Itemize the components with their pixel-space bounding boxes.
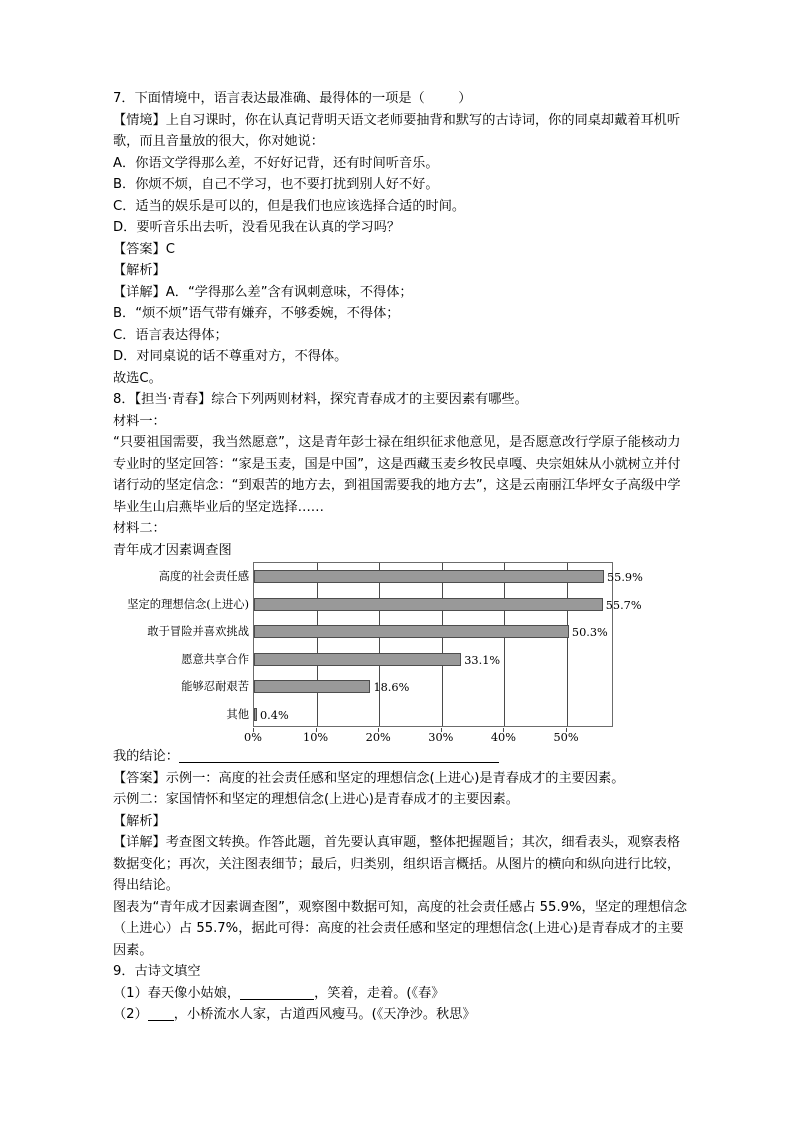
q7-scenario: 【情境】上自习课时，你在认真记背明天语文老师要抽背和默写的古诗词，你的同桌却戴着耳机听歌，而且音量放的很大，你对她说： xyxy=(113,112,681,149)
q7-option-b: B．你烦不烦，自己不学习，也不要打扰到别人好不好。 xyxy=(113,177,439,192)
chart-bar-value-label: 33.1% xyxy=(464,653,501,667)
youth-factors-bar-chart xyxy=(113,562,691,744)
q8-material1-label: 材料一： xyxy=(113,413,166,429)
q9-item-2 xyxy=(113,1004,691,1026)
chart-x-tick-label: 10% xyxy=(303,731,329,744)
q9-item-1 xyxy=(113,983,691,1005)
q8-conclusion-label: 我的结论： xyxy=(113,749,179,764)
q8-conclusion-blank[interactable] xyxy=(179,762,499,763)
q7-detail-a: 【详解】A．“学得那么差”含有讽刺意味，不得体； xyxy=(113,284,413,300)
chart-category-label: 坚定的理想信念(上进心) xyxy=(127,597,249,611)
q7-conclusion: 故选C。 xyxy=(113,370,162,386)
chart-x-tick-label: 40% xyxy=(490,731,516,744)
q8-stem: 8．【担当·青春】综合下列两则材料，探究青春成才的主要因素有哪些。 xyxy=(113,392,528,407)
q8-detail-1: 【详解】考查图文转换。作答此题，首先要认真审题，整体把握题旨；其次，细看表头，观察表格数据变化；再次，关注图表细节；最后，归类别，组织语言概括。从图片的横向和纵向进行比较，得出结论。 xyxy=(113,835,681,893)
chart-bar-value-label: 55.7% xyxy=(605,598,642,612)
chart-category-label: 能够忍耐艰苦 xyxy=(181,680,249,694)
chart-x-axis xyxy=(244,728,613,744)
q7-option-d: D．要听音乐出去听，没看见我在认真的学习吗？ xyxy=(113,220,401,235)
q8-analysis-label: 【解析】 xyxy=(113,813,166,829)
q7-stem: 7．下面情境中，语言表达最准确、最得体的一项是（ ） xyxy=(113,91,472,106)
chart-bar xyxy=(254,680,370,693)
chart-x-tick-label: 30% xyxy=(428,731,454,744)
q7-detail-b: B．“烦不烦”语气带有嫌弃，不够委婉，不得体； xyxy=(113,306,400,321)
chart-gridline xyxy=(379,563,380,726)
q9-item2-pre: （2） xyxy=(113,1007,148,1022)
q8-answer-1: 【答案】示例一：高度的社会责任感和坚定的理想信念(上进心)是青春成才的主要因素。 xyxy=(113,770,625,786)
chart-category-label: 高度的社会责任感 xyxy=(158,570,249,584)
chart-gridline xyxy=(567,563,568,726)
chart-category-label: 愿意共享合作 xyxy=(181,652,249,666)
chart-bar xyxy=(254,653,461,666)
chart-title: 青年成才因素调查图 xyxy=(113,542,232,558)
q9-item1-pre: （1）春天像小姑娘， xyxy=(113,985,241,1001)
q7-option-a: A．你语文学得那么差，不好好记背，还有时间听音乐。 xyxy=(113,155,439,171)
q9-item1-post: ，笑着，走着。(《春》 xyxy=(314,985,445,1001)
chart-gridline xyxy=(317,563,318,726)
q8-answer-2: 示例二：家国情怀和坚定的理想信念(上进心)是青春成才的主要因素。 xyxy=(113,792,519,807)
q9-item2-blank[interactable] xyxy=(148,1020,174,1021)
chart-gridline xyxy=(504,563,505,726)
q9-stem: 9．古诗文填空 xyxy=(113,964,201,979)
chart-bar xyxy=(254,625,569,638)
q7-answer: 【答案】C xyxy=(113,241,175,257)
chart-category-labels xyxy=(113,562,251,727)
q7-option-c: C．适当的娱乐是可以的，但是我们也应该选择合适的时间。 xyxy=(113,198,466,214)
chart-bar-value-label: 55.9% xyxy=(606,571,643,585)
q9-item1-blank[interactable] xyxy=(240,999,314,1000)
page-content xyxy=(113,88,691,1026)
chart-bar xyxy=(254,598,603,611)
q8-material1-text: “只要祖国需要，我当然愿意”，这是青年彭士禄在组织征求他意见，是否愿意改行学原子能核动力专业时的坚定回答：“家是玉麦，国是中国”，这是西藏玉麦乡牧民卓嘎、央宗姐妹从小就树立并付诸行动的坚定信念：“到艰苦的地方去，到祖国需要我的地方去”，这是云南丽江华坪女子高级中学毕业生山启燕毕业后的坚定选择…… xyxy=(113,435,681,515)
chart-category-label: 敢于冒险并喜欢挑战 xyxy=(147,625,249,639)
chart-x-tick-label: 20% xyxy=(365,731,391,744)
q9-item2-post: ，小桥流水人家，古道西风瘦马。(《天净沙。秋思》 xyxy=(173,1007,476,1022)
chart-bar xyxy=(254,570,604,583)
chart-x-tick-label: 50% xyxy=(553,731,579,744)
chart-bar-value-label: 18.6% xyxy=(373,681,410,695)
q8-material2-label: 材料二： xyxy=(113,521,166,536)
chart-bar-value-label: 50.3% xyxy=(571,626,608,640)
chart-bar-value-label: 0.4% xyxy=(260,708,289,722)
q7-detail-c: C．语言表达得体； xyxy=(113,327,228,343)
chart-bar xyxy=(254,708,257,721)
q8-conclusion-line xyxy=(113,746,691,768)
q8-detail-2: 图表为“青年成才因素调查图”，观察图中数据可知，高度的社会责任感占 55.9%，坚定的理想信念（上进心）占 55.7%，据此可得：高度的社会责任感和坚定的理想信念(上进心)是青春成才的主要因素。 xyxy=(113,899,688,958)
q7-analysis-label: 【解析】 xyxy=(113,263,166,278)
q7-detail-d: D．对同桌说的话不尊重对方，不得体。 xyxy=(113,349,348,364)
chart-x-tick-label: 0% xyxy=(244,731,262,744)
chart-category-label: 其他 xyxy=(226,707,249,721)
chart-gridline xyxy=(442,563,443,726)
chart-plot-area xyxy=(253,562,643,727)
